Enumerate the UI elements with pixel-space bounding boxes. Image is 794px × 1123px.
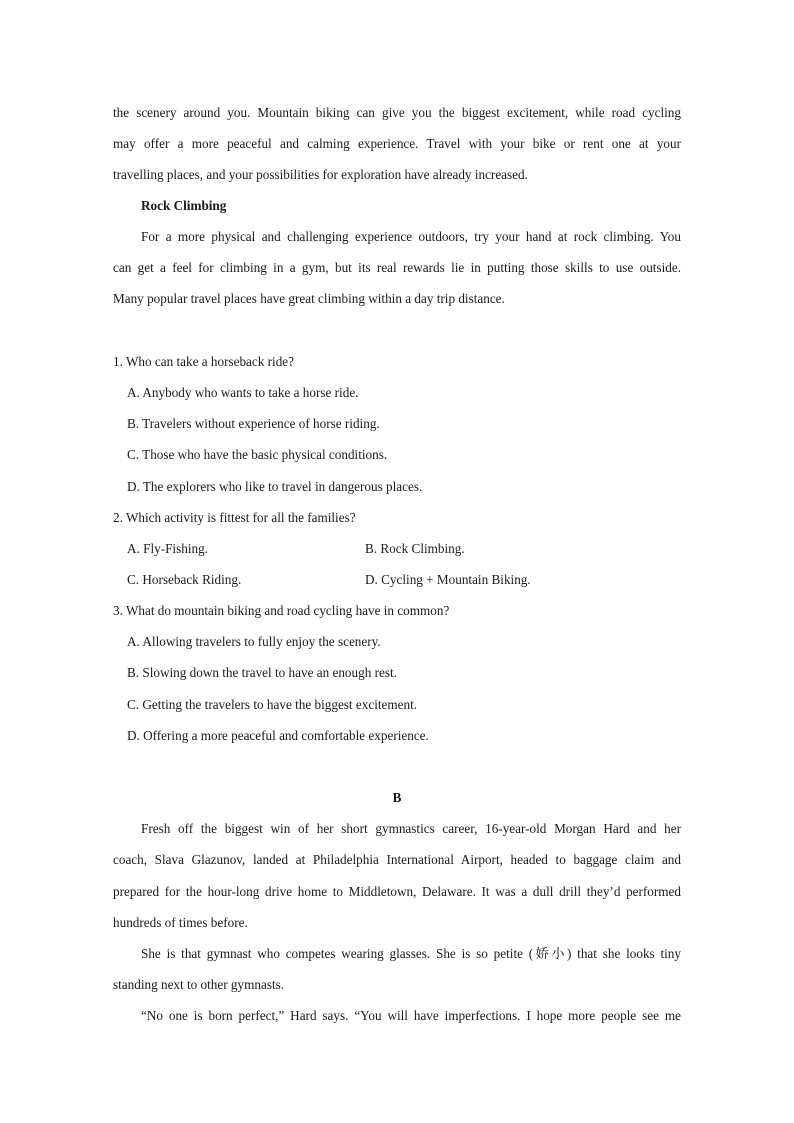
answer-option: A. Anybody who wants to take a horse ride. <box>127 385 359 400</box>
passage-line: may offer a more peaceful and calming experience. Travel with your bike or rent one at your <box>113 136 681 151</box>
passage-line: For a more physical and challenging experience outdoors, try your hand at rock climbing. You <box>141 229 681 244</box>
answer-option: D. The explorers who like to travel in dangerous places. <box>127 479 423 494</box>
passage-line: hundreds of times before. <box>113 915 248 930</box>
answer-option: A. Fly-Fishing. <box>127 541 208 556</box>
question-stem: 3. What do mountain biking and road cycling have in common? <box>113 603 450 618</box>
passage-line: standing next to other gymnasts. <box>113 977 285 992</box>
passage-line: prepared for the hour-long drive home to Middletown, Delaware. It was a dull drill they’d performed <box>113 884 681 899</box>
answer-option: C. Those who have the basic physical conditions. <box>127 447 388 462</box>
answer-option: C. Horseback Riding. <box>127 572 242 587</box>
answer-option: B. Rock Climbing. <box>365 541 465 556</box>
answer-option: D. Offering a more peaceful and comfortable experience. <box>127 728 429 743</box>
passage-line: Fresh off the biggest win of her short gymnastics career, 16-year-old Morgan Hard and her <box>141 821 681 836</box>
section-heading: Rock Climbing <box>141 198 227 213</box>
passage-line: travelling places, and your possibilities for exploration have already increased. <box>113 167 528 182</box>
answer-option: D. Cycling + Mountain Biking. <box>365 572 531 587</box>
passage-line: the scenery around you. Mountain biking can give you the biggest excitement, while road cycling <box>113 105 681 120</box>
answer-option: A. Allowing travelers to fully enjoy the scenery. <box>127 634 381 649</box>
section-label: B <box>392 790 402 805</box>
answer-option: B. Travelers without experience of horse riding. <box>127 416 380 431</box>
answer-option: B. Slowing down the travel to have an enough rest. <box>127 665 397 680</box>
passage-line: “No one is born perfect,” Hard says. “You will have imperfections. I hope more people see me <box>141 1008 681 1023</box>
answer-option: C. Getting the travelers to have the biggest excitement. <box>127 697 418 712</box>
passage-line: Many popular travel places have great climbing within a day trip distance. <box>113 291 505 306</box>
passage-line: coach, Slava Glazunov, landed at Philadelphia International Airport, headed to baggage claim and <box>113 852 681 867</box>
question-stem: 2. Which activity is fittest for all the families? <box>113 510 356 525</box>
passage-line: can get a feel for climbing in a gym, but its real rewards lie in putting those skills to use outside. <box>113 260 681 275</box>
question-stem: 1. Who can take a horseback ride? <box>113 354 294 369</box>
passage-line: She is that gymnast who competes wearing glasses. She is so petite (娇小) that she looks tiny <box>141 946 681 961</box>
